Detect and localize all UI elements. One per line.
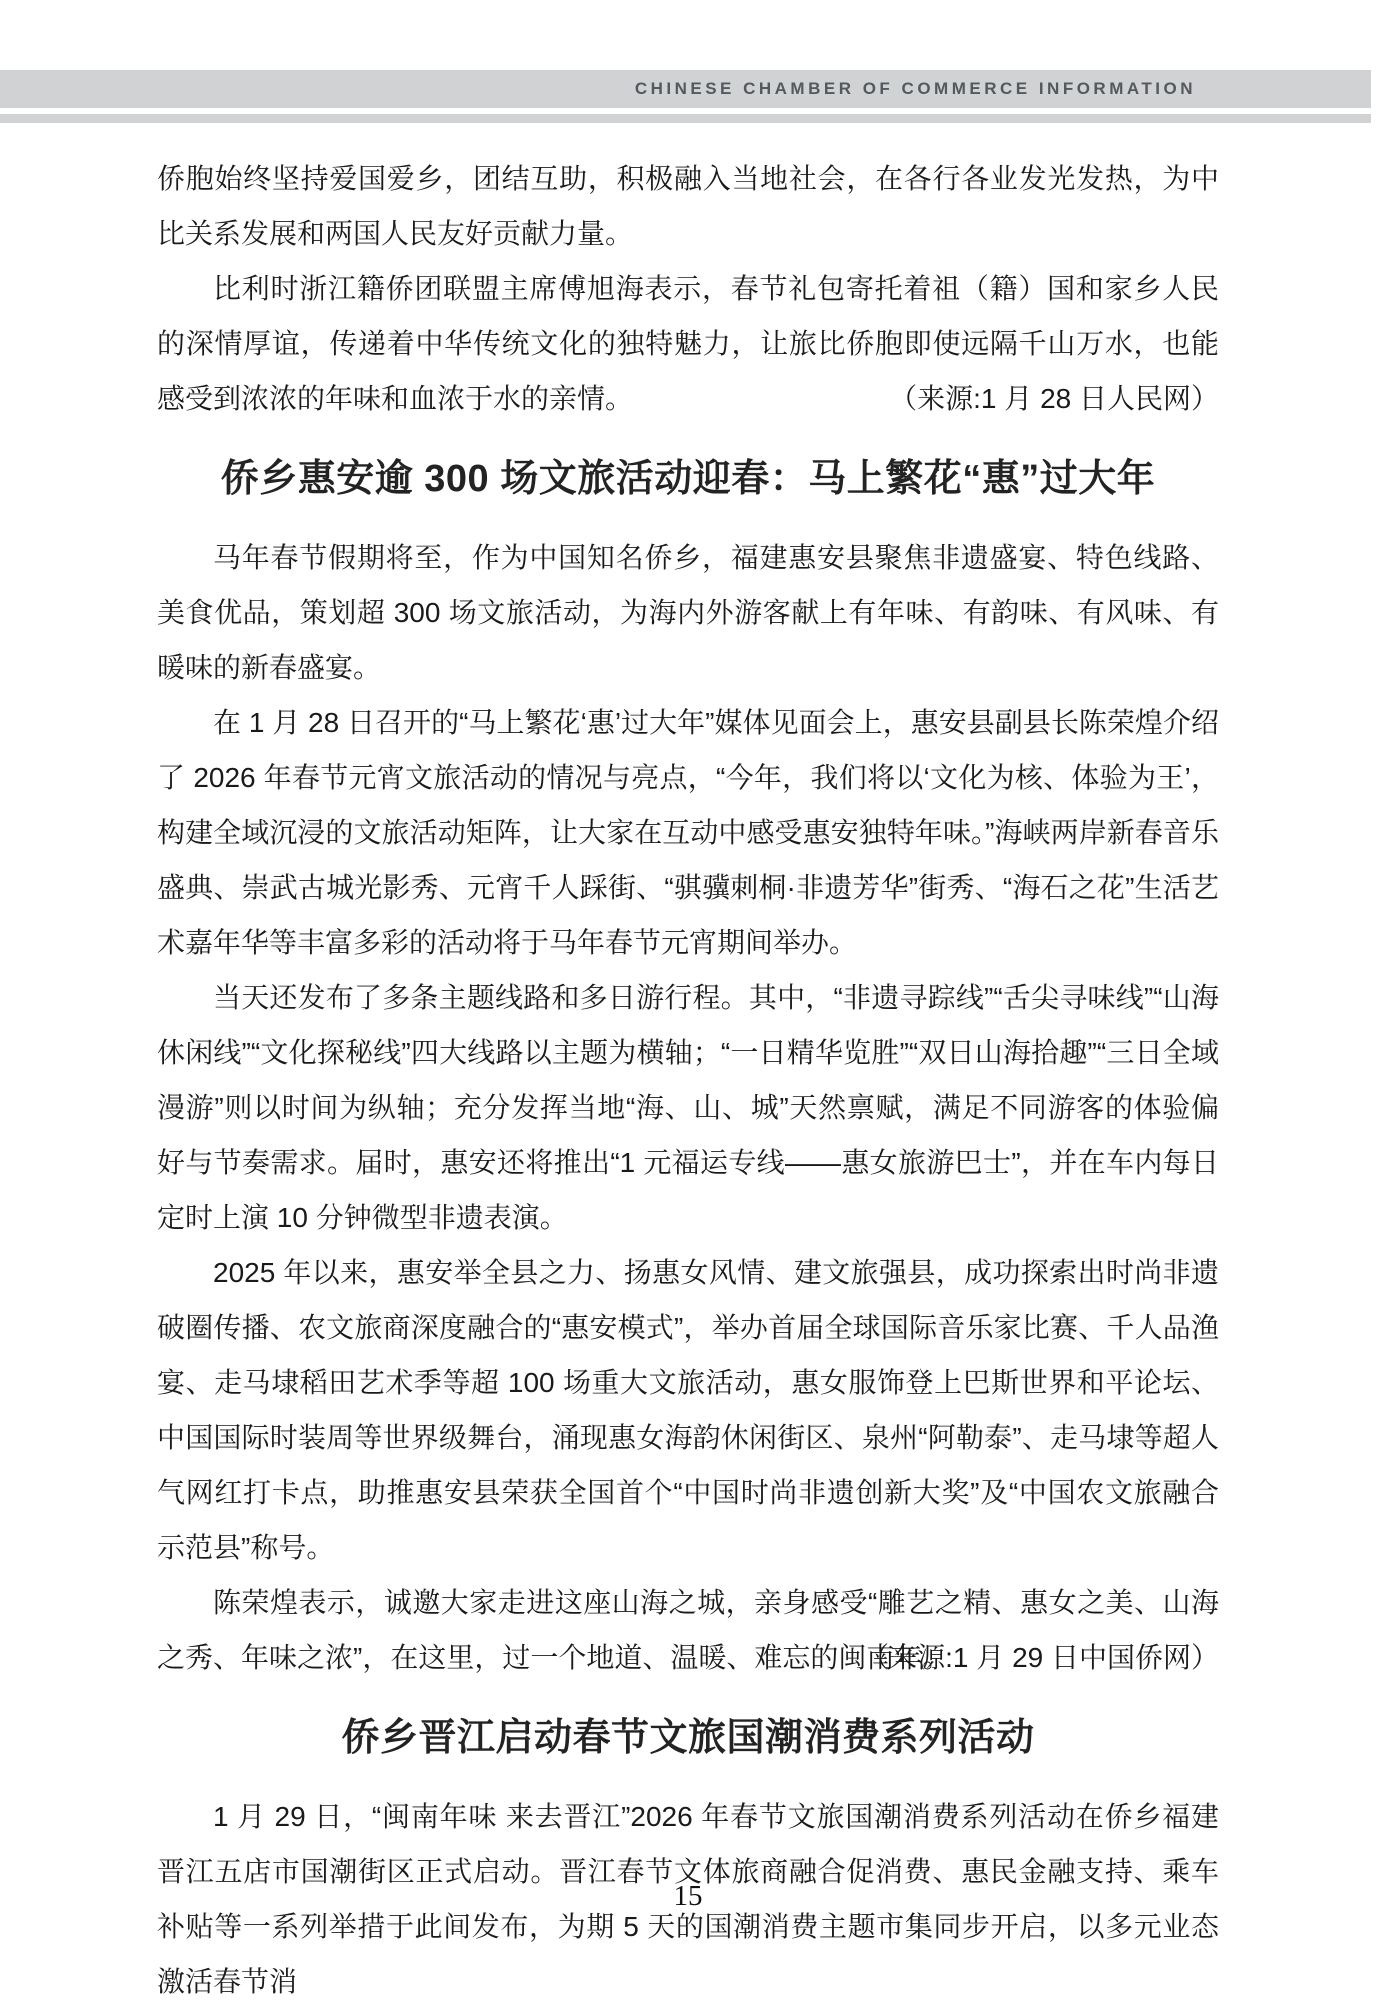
document-body [157, 123, 1219, 2009]
article1-paragraph [157, 1575, 1219, 1685]
paragraph-text: 陈荣煌表示，诚邀大家走进这座山海之城，亲身感受“雕艺之精、惠女之美、山海之秀、年味之浓”，在这里，过一个地道、温暖、难忘的闽南年。 [157, 1587, 1219, 1673]
article1-paragraph [157, 970, 1219, 1245]
header-title: CHINESE CHAMBER OF COMMERCE INFORMATION [634, 79, 1196, 98]
article1-paragraph [157, 530, 1219, 695]
page-header [0, 0, 1376, 123]
paragraph-text: 2025 年以来，惠安举全县之力、扬惠女风情、建文旅强县，成功探索出时尚非遗破圈传播、农文旅商深度融合的“惠安模式”，举办首届全球国际音乐家比赛、千人品渔宴、走马埭稻田艺术季等超 100 场重大文旅活动，惠女服饰登上巴斯世界和平论坛、中国国际时装周等世界级舞台，涌现惠女海韵休闲街区、泉州“阿勒泰”、走马埭等超人气网红打卡点，助推惠安县荣获全国首个“中国时尚非遗创新大奖”及“中国农文旅融合示范县”称号。 [157, 1257, 1219, 1563]
article1-title: 侨乡惠安逾 300 场文旅活动迎春：马上繁花“惠”过大年 [220, 458, 1156, 500]
paragraph-text: 比利时浙江籍侨团联盟主席傅旭海表示，春节礼包寄托着祖（籍）国和家乡人民的深情厚谊，传递着中华传统文化的独特魅力，让旅比侨胞即使远隔千山万水，也能感受到浓浓的年味和血浓于水的亲情。 [157, 273, 1219, 414]
page-footer [0, 1880, 1376, 1913]
page-number: 15 [673, 1880, 703, 1912]
source-attribution: （来源:1 月 29 日中国侨网） [861, 1642, 1219, 1673]
paragraph-text: 在 1 月 28 日召开的“马上繁花‘惠’过大年”媒体见面会上，惠安县副县长陈荣煌介绍了 2026 年春节元宵文旅活动的情况与亮点，“今年，我们将以‘文化为核、体验为王’，构建全域沉浸的文旅活动矩阵，让大家在互动中感受惠安独特年味。”海峡两岸新春音乐盛典、崇武古城光影秀、元宵千人踩街、“骐骥刺桐·非遗芳华”街秀、“海石之花”生活艺术嘉年华等丰富多彩的活动将于马年春节元宵期间举办。 [157, 707, 1219, 958]
article1-paragraph [157, 1245, 1219, 1575]
paragraph-text: 1 月 29 日，“闽南年味 来去晋江”2026 年春节文旅国潮消费系列活动在侨乡福建晋江五店市国潮街区正式启动。晋江春节文体旅商融合促消费、惠民金融支持、乘车补贴等一系列举措于此间发布，为期 5 天的国潮消费主题市集同步开启，以多元业态激活春节消 [157, 1801, 1219, 1997]
header-band-thin [0, 114, 1371, 123]
intro-paragraph [157, 261, 1219, 426]
intro-paragraph-continuation [157, 151, 1219, 261]
article1-paragraph [157, 695, 1219, 970]
paragraph-text: 侨胞始终坚持爱国爱乡，团结互助，积极融入当地社会，在各行各业发光发热，为中比关系发展和两国人民友好贡献力量。 [157, 163, 1219, 249]
header-band [0, 70, 1371, 108]
article2-title: 侨乡晋江启动春节文旅国潮消费系列活动 [341, 1717, 1035, 1759]
source-attribution: （来源:1 月 28 日人民网） [889, 383, 1219, 414]
paragraph-text: 马年春节假期将至，作为中国知名侨乡，福建惠安县聚焦非遗盛宴、特色线路、美食优品，策划超 300 场文旅活动，为海内外游客献上有年味、有韵味、有风味、有暖味的新春盛宴。 [157, 542, 1219, 683]
paragraph-text: 当天还发布了多条主题线路和多日游行程。其中，“非遗寻踪线”“舌尖寻味线”“山海休闲线”“文化探秘线”四大线路以主题为横轴；“一日精华览胜”“双日山海拾趣”“三日全域漫游”则以时间为纵轴；充分发挥当地“海、山、城”天然禀赋，满足不同游客的体验偏好与节奏需求。届时，惠安还将推出“1 元福运专线——惠女旅游巴士”，并在车内每日定时上演 10 分钟微型非遗表演。 [157, 982, 1219, 1233]
